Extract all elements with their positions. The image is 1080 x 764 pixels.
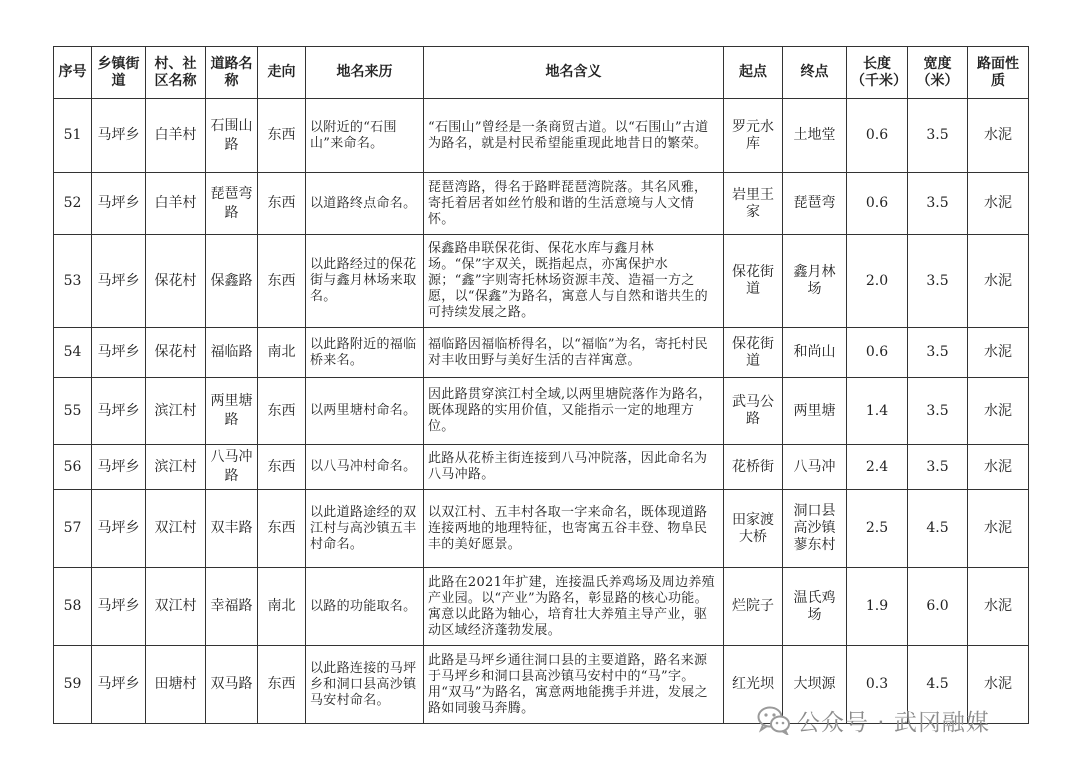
- cell-meaning: 此路从花桥主街连接到八马冲院落，因此命名为八马冲路。: [424, 445, 724, 490]
- cell-village: 滨江村: [146, 378, 206, 445]
- watermark: [757, 700, 990, 740]
- cell-length: 2.4: [847, 445, 908, 490]
- cell-length: 0.6: [847, 173, 908, 235]
- cell-village: 白羊村: [146, 99, 206, 173]
- table-row: [54, 173, 1029, 235]
- cell-surface: 水泥: [968, 173, 1029, 235]
- cell-surface: 水泥: [968, 490, 1029, 568]
- cell-road: 八马冲路: [206, 445, 258, 490]
- cell-meaning: 福临路因福临桥得名，以“福临”为名，寄托村民对丰收田野与美好生活的吉祥寓意。: [424, 328, 724, 378]
- header-origin: 地名来历: [306, 47, 424, 99]
- cell-width: 3.5: [908, 378, 968, 445]
- cell-end: 八马冲: [783, 445, 847, 490]
- table-body: [54, 99, 1029, 724]
- cell-township: 马坪乡: [92, 328, 146, 378]
- cell-village: 双江村: [146, 568, 206, 646]
- cell-meaning: 琵琶湾路，得名于路畔琵琶湾院落。其名风雅，寄托着居者如丝竹般和谐的生活意境与人文情怀。: [424, 173, 724, 235]
- cell-end: 和尚山: [783, 328, 847, 378]
- table-row: [54, 445, 1029, 490]
- header-meaning: 地名含义: [424, 47, 724, 99]
- cell-no: 53: [54, 235, 92, 328]
- cell-surface: 水泥: [968, 235, 1029, 328]
- cell-end: 琵琶弯: [783, 173, 847, 235]
- cell-end: 土地堂: [783, 99, 847, 173]
- cell-village: 白羊村: [146, 173, 206, 235]
- cell-width: 4.5: [908, 490, 968, 568]
- cell-start: 保花街道: [724, 235, 783, 328]
- cell-surface: 水泥: [968, 328, 1029, 378]
- cell-no: 55: [54, 378, 92, 445]
- cell-origin: 以八马冲村命名。: [306, 445, 424, 490]
- cell-direction: 东西: [258, 173, 306, 235]
- header-township: 乡镇街道: [92, 47, 146, 99]
- cell-no: 57: [54, 490, 92, 568]
- cell-village: 田塘村: [146, 646, 206, 724]
- cell-surface: 水泥: [968, 568, 1029, 646]
- cell-township: 马坪乡: [92, 568, 146, 646]
- cell-meaning: 保鑫路串联保花街、保花水库与鑫月林场。“保”字双关，既指起点，亦寓保护水源；“鑫”字则寄托林场资源丰茂、造福一方之愿，以“保鑫”为路名，寓意人与自然和谐共生的可持续发展之路。: [424, 235, 724, 328]
- cell-width: 3.5: [908, 328, 968, 378]
- cell-surface: 水泥: [968, 99, 1029, 173]
- cell-origin: 以两里塘村命名。: [306, 378, 424, 445]
- table-row: [54, 99, 1029, 173]
- table-row: [54, 235, 1029, 328]
- wechat-icon: [757, 705, 791, 735]
- cell-direction: 东西: [258, 99, 306, 173]
- cell-village: 保花村: [146, 328, 206, 378]
- cell-no: 54: [54, 328, 92, 378]
- cell-township: 马坪乡: [92, 646, 146, 724]
- cell-start: 罗元水库: [724, 99, 783, 173]
- cell-width: 6.0: [908, 568, 968, 646]
- cell-village: 滨江村: [146, 445, 206, 490]
- cell-direction: 南北: [258, 328, 306, 378]
- cell-width: 3.5: [908, 235, 968, 328]
- cell-road: 石围山路: [206, 99, 258, 173]
- road-naming-table: [53, 46, 1029, 724]
- cell-width: 4.5: [908, 646, 968, 724]
- cell-road: 幸福路: [206, 568, 258, 646]
- cell-end: 两里塘: [783, 378, 847, 445]
- cell-width: 3.5: [908, 173, 968, 235]
- cell-direction: 东西: [258, 445, 306, 490]
- cell-origin: 以道路终点命名。: [306, 173, 424, 235]
- table-row: [54, 378, 1029, 445]
- table-row: [54, 328, 1029, 378]
- header-width: 宽度（米）: [908, 47, 968, 99]
- header-length: 长度（千米）: [847, 47, 908, 99]
- cell-village: 双江村: [146, 490, 206, 568]
- cell-surface: 水泥: [968, 646, 1029, 724]
- cell-no: 52: [54, 173, 92, 235]
- cell-township: 马坪乡: [92, 235, 146, 328]
- cell-road: 双马路: [206, 646, 258, 724]
- cell-end: 温氏鸡场: [783, 568, 847, 646]
- cell-start: 保花街道: [724, 328, 783, 378]
- cell-meaning: 以双江村、五丰村各取一字来命名，既体现道路连接两地的地理特征，也寄寓五谷丰登、物阜民丰的美好愿景。: [424, 490, 724, 568]
- cell-origin: 以此路经过的保花街与鑫月林场来取名。: [306, 235, 424, 328]
- cell-direction: 东西: [258, 235, 306, 328]
- cell-direction: 东西: [258, 646, 306, 724]
- cell-direction: 南北: [258, 568, 306, 646]
- cell-no: 56: [54, 445, 92, 490]
- cell-no: 51: [54, 99, 92, 173]
- cell-township: 马坪乡: [92, 378, 146, 445]
- cell-road: 两里塘路: [206, 378, 258, 445]
- cell-surface: 水泥: [968, 378, 1029, 445]
- cell-length: 1.9: [847, 568, 908, 646]
- cell-end: 鑫月林场: [783, 235, 847, 328]
- cell-length: 2.5: [847, 490, 908, 568]
- cell-direction: 东西: [258, 490, 306, 568]
- cell-township: 马坪乡: [92, 173, 146, 235]
- cell-village: 保花村: [146, 235, 206, 328]
- cell-township: 马坪乡: [92, 445, 146, 490]
- cell-road: 琵琶弯路: [206, 173, 258, 235]
- cell-width: 3.5: [908, 445, 968, 490]
- header-no: 序号: [54, 47, 92, 99]
- header-surface: 路面性质: [968, 47, 1029, 99]
- cell-length: 1.4: [847, 378, 908, 445]
- cell-township: 马坪乡: [92, 99, 146, 173]
- cell-start: 岩里王家: [724, 173, 783, 235]
- cell-road: 保鑫路: [206, 235, 258, 328]
- cell-length: 0.3: [847, 646, 908, 724]
- cell-meaning: 因此路贯穿滨江村全域,以两里塘院落作为路名，既体现路的实用价值，又能指示一定的地理方位。: [424, 378, 724, 445]
- cell-length: 2.0: [847, 235, 908, 328]
- watermark-text: 公众号 · 武冈融媒: [797, 709, 990, 736]
- cell-length: 0.6: [847, 99, 908, 173]
- cell-start: 烂院子: [724, 568, 783, 646]
- cell-origin: 以此路附近的福临桥来名。: [306, 328, 424, 378]
- cell-no: 59: [54, 646, 92, 724]
- cell-start: 红光坝: [724, 646, 783, 724]
- cell-origin: 以路的功能取名。: [306, 568, 424, 646]
- cell-no: 58: [54, 568, 92, 646]
- cell-start: 田家渡大桥: [724, 490, 783, 568]
- header-start: 起点: [724, 47, 783, 99]
- cell-origin: 以此道路途经的双江村与高沙镇五丰村命名。: [306, 490, 424, 568]
- cell-start: 武马公路: [724, 378, 783, 445]
- cell-length: 0.6: [847, 328, 908, 378]
- header-road: 道路名称: [206, 47, 258, 99]
- table-row: [54, 490, 1029, 568]
- cell-meaning: 此路在2021年扩建，连接温氏养鸡场及周边养殖产业园。以“产业”为路名，彰显路的核心功能。寓意以此路为轴心，培育壮大养殖主导产业，驱动区域经济蓬勃发展。: [424, 568, 724, 646]
- header-direction: 走向: [258, 47, 306, 99]
- cell-origin: 以此路连接的马坪乡和洞口县高沙镇马安村命名。: [306, 646, 424, 724]
- header-end: 终点: [783, 47, 847, 99]
- cell-road: 双丰路: [206, 490, 258, 568]
- cell-direction: 东西: [258, 378, 306, 445]
- cell-width: 3.5: [908, 99, 968, 173]
- cell-end: 洞口县高沙镇蓼东村: [783, 490, 847, 568]
- table-row: [54, 568, 1029, 646]
- cell-surface: 水泥: [968, 445, 1029, 490]
- cell-meaning: 此路是马坪乡通往洞口县的主要道路，路名来源于马坪乡和洞口县高沙镇马安村中的“马”字。用“双马”为路名，寓意两地能携手并进，发展之路如同骏马奔腾。: [424, 646, 724, 724]
- cell-end: 大坝源: [783, 646, 847, 724]
- cell-origin: 以附近的“石围山”来命名。: [306, 99, 424, 173]
- cell-meaning: “石围山”曾经是一条商贸古道。以“石围山”古道为路名，就是村民希望能重现此地昔日的繁荣。: [424, 99, 724, 173]
- cell-township: 马坪乡: [92, 490, 146, 568]
- header-row: [54, 47, 1029, 99]
- cell-road: 福临路: [206, 328, 258, 378]
- cell-start: 花桥街: [724, 445, 783, 490]
- header-village: 村、社区名称: [146, 47, 206, 99]
